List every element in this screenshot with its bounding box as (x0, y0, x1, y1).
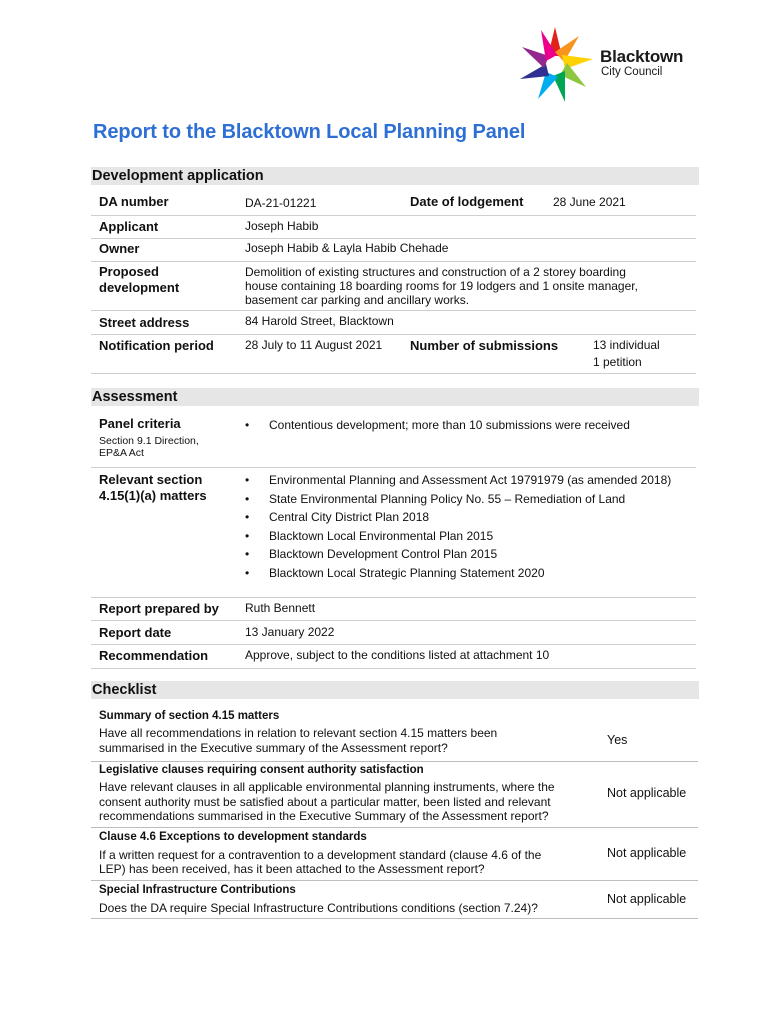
applicant-row (91, 215, 696, 239)
proposed-value-line-3: basement car parking and ancillary works. (245, 293, 470, 307)
submissions-value-line-2: 1 petition (593, 355, 642, 369)
checklist-answer: Not applicable (607, 846, 687, 860)
applicant-label: Applicant (99, 219, 159, 234)
blacktown-logo (514, 24, 694, 104)
logo-wordmark (600, 48, 683, 79)
star-logo-icon (514, 24, 596, 106)
panel-criteria-list (245, 418, 685, 437)
relevant-label-line-1: Relevant section (99, 472, 203, 487)
list-item: • Central City District Plan 2018 (245, 510, 685, 524)
development-application-heading: Development application (91, 167, 699, 185)
checklist-answer: Not applicable (607, 892, 687, 906)
panel-criteria-sub-line-2: EP&A Act (99, 447, 144, 459)
checklist-item-legislative (91, 761, 698, 828)
checklist-item-special-infrastructure (91, 880, 698, 919)
submissions-label: Number of submissions (410, 338, 559, 353)
relevant-matters-row (91, 467, 696, 598)
lodgement-value: 28 June 2021 (553, 195, 626, 209)
da-number-row (91, 191, 696, 216)
checklist-question-line-2: consent authority must be satisfied about a particular matter, been listed and relevant (99, 795, 551, 809)
panel-criteria-row (91, 411, 696, 468)
recommendation-value: Approve, subject to the conditions listed at attachment 10 (245, 648, 550, 662)
prepared-by-label: Report prepared by (99, 601, 219, 616)
proposed-development-row (91, 261, 696, 311)
prepared-by-row (91, 597, 696, 621)
report-date-row (91, 620, 696, 645)
list-item: • Blacktown Development Control Plan 2015 (245, 547, 685, 561)
list-item: • Environmental Planning and Assessment Act 19791979 (as amended 2018) (245, 473, 685, 487)
street-address-row (91, 310, 696, 335)
checklist-question-line-1: Have all recommendations in relation to relevant section 4.15 matters been (99, 726, 498, 740)
proposed-label-line-1: Proposed (99, 264, 159, 279)
list-item: • State Environmental Planning Policy No. 55 – Remediation of Land (245, 492, 685, 506)
checklist-heading: Checklist (91, 681, 699, 699)
list-item: • Blacktown Local Environmental Plan 2015 (245, 529, 685, 543)
report-date-label: Report date (99, 625, 172, 640)
relevant-label-line-2: 4.15(1)(a) matters (99, 488, 207, 503)
checklist-item-summary (91, 706, 698, 762)
panel-criteria-sub-line-1: Section 9.1 Direction, (99, 435, 199, 447)
checklist-question-line-1: Have relevant clauses in all applicable environmental planning instruments, where the (99, 780, 555, 794)
lodgement-label: Date of lodgement (410, 194, 524, 209)
checklist-question-line-1: If a written request for a contravention to a development standard (clause 4.6 of the (99, 848, 542, 862)
checklist-answer: Not applicable (607, 786, 687, 800)
street-address-value: 84 Harold Street, Blacktown (245, 314, 394, 328)
checklist-answer: Yes (607, 733, 628, 747)
report-date-value: 13 January 2022 (245, 625, 335, 639)
applicant-value: Joseph Habib (245, 219, 319, 233)
proposed-value-line-2: house containing 18 boarding rooms for 19 lodgers and 1 onsite manager, (245, 279, 638, 293)
checklist-question-line-1: Does the DA require Special Infrastructure Contributions conditions (section 7.24)? (99, 901, 538, 915)
owner-row (91, 238, 696, 262)
checklist-item-heading: Summary of section 4.15 matters (99, 710, 280, 722)
da-number-label: DA number (99, 194, 169, 209)
logo-subtitle: City Council (601, 66, 663, 78)
notification-row (91, 334, 696, 374)
proposed-value-line-1: Demolition of existing structures and construction of a 2 storey boarding (245, 265, 626, 279)
submissions-value-line-1: 13 individual (593, 338, 660, 352)
notification-label: Notification period (99, 338, 214, 353)
recommendation-label: Recommendation (99, 648, 209, 663)
checklist-item-heading: Special Infrastructure Contributions (99, 884, 296, 896)
logo-name: Blacktown (600, 47, 684, 66)
assessment-heading: Assessment (91, 388, 699, 406)
list-item: • Contentious development; more than 10 submissions were received (245, 418, 685, 432)
owner-label: Owner (99, 241, 140, 256)
prepared-by-value: Ruth Bennett (245, 601, 316, 615)
proposed-label-line-2: development (99, 280, 180, 295)
checklist-item-heading: Clause 4.6 Exceptions to development standards (99, 831, 367, 843)
checklist-question-line-2: LEP) has been received, has it been attached to the Assessment report? (99, 862, 485, 876)
notification-value: 28 July to 11 August 2021 (245, 338, 383, 352)
street-address-label: Street address (99, 315, 190, 330)
recommendation-row (91, 644, 696, 669)
panel-criteria-label: Panel criteria (99, 416, 181, 431)
checklist-item-clause-4-6 (91, 827, 698, 881)
da-number-value: DA-21-01221 (245, 196, 317, 210)
list-item: • Blacktown Local Strategic Planning Statement 2020 (245, 566, 685, 580)
checklist-item-heading: Legislative clauses requiring consent authority satisfaction (99, 764, 424, 776)
owner-value: Joseph Habib & Layla Habib Chehade (245, 241, 449, 255)
checklist-question-line-2: summarised in the Executive summary of the Assessment report? (99, 741, 448, 755)
relevant-matters-list (245, 473, 685, 584)
page-title: Report to the Blacktown Local Planning Panel (93, 121, 526, 143)
checklist-question-line-3: recommendations summarised in the Executive Summary of the Assessment report? (99, 809, 549, 823)
